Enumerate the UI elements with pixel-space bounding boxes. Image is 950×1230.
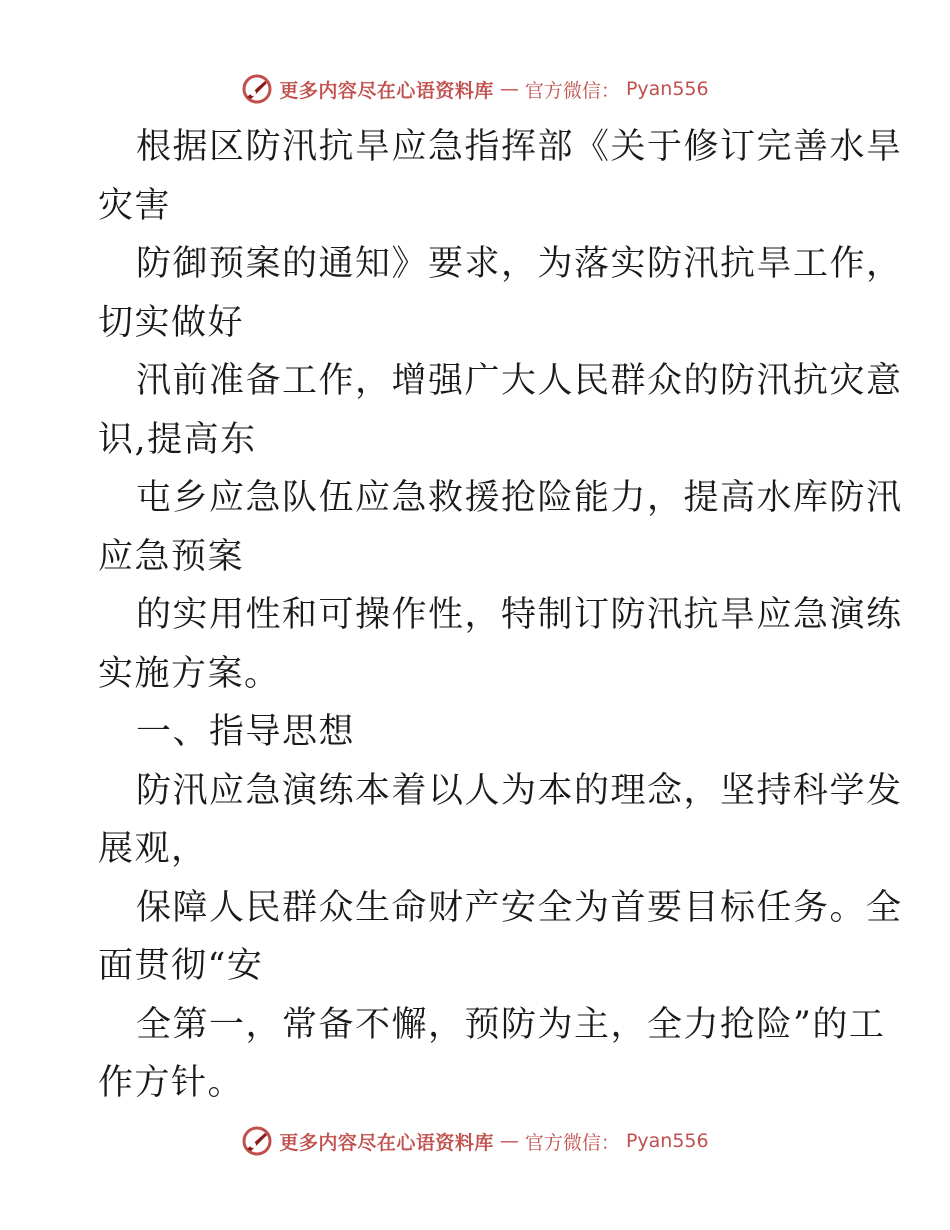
paragraph-line: 屯乡应急队伍应急救援抢险能力，提高水库防汛 [136,478,903,518]
document-body [98,118,903,1113]
paragraph-line: 的实用性和可操作性，特制订防汛抗旱应急演练 [136,595,903,635]
paragraph-line: 根据区防汛抗旱应急指挥部《关于修订完善水旱 [136,127,903,167]
paragraph-line: 全第一，常备不懈，预防为主，全力抢险”的工 [136,1004,886,1045]
watermark-main-text: 更多内容尽在心语资料库 [279,1131,494,1154]
watermark-sub-text: 官方微信： [524,1131,620,1154]
paragraph-line: 识,提高东 [98,419,257,460]
paragraph-line: 面贯彻“安 [98,946,264,986]
paragraph-line: 防汛应急演练本着以人为本的理念，坚持科学发 [136,770,903,811]
watermark-sub-text: 官方微信： [524,79,620,102]
section-heading: 一、指导思想 [136,712,356,752]
paragraph-line: 防御预案的通知》要求，为落实防汛抗旱工作， [136,244,903,284]
paragraph-line: 汛前准备工作，增强广大人民群众的防汛抗灾意 [136,361,903,401]
paragraph-line: 作方针。 [98,1063,245,1103]
quill-logo-icon [241,73,273,105]
paragraph-line: 灾害 [98,185,172,226]
watermark-main-text: 更多内容尽在心语资料库 [279,79,494,102]
watermark-dash: — [499,78,519,100]
paragraph-line: 切实做好 [98,302,245,343]
watermark-dash: — [499,1130,519,1152]
watermark-header [0,73,950,105]
paragraph-line: 展观， [98,829,208,869]
watermark-footer [0,1125,950,1157]
watermark-wechat-id: Pyan556 [625,78,709,100]
quill-logo-icon [241,1125,273,1157]
paragraph-line: 实施方案。 [98,653,281,694]
paragraph-line: 保障人民群众生命财产安全为首要目标任务。全 [136,887,903,928]
watermark-wechat-id: Pyan556 [625,1130,709,1152]
paragraph-line: 应急预案 [98,536,245,577]
